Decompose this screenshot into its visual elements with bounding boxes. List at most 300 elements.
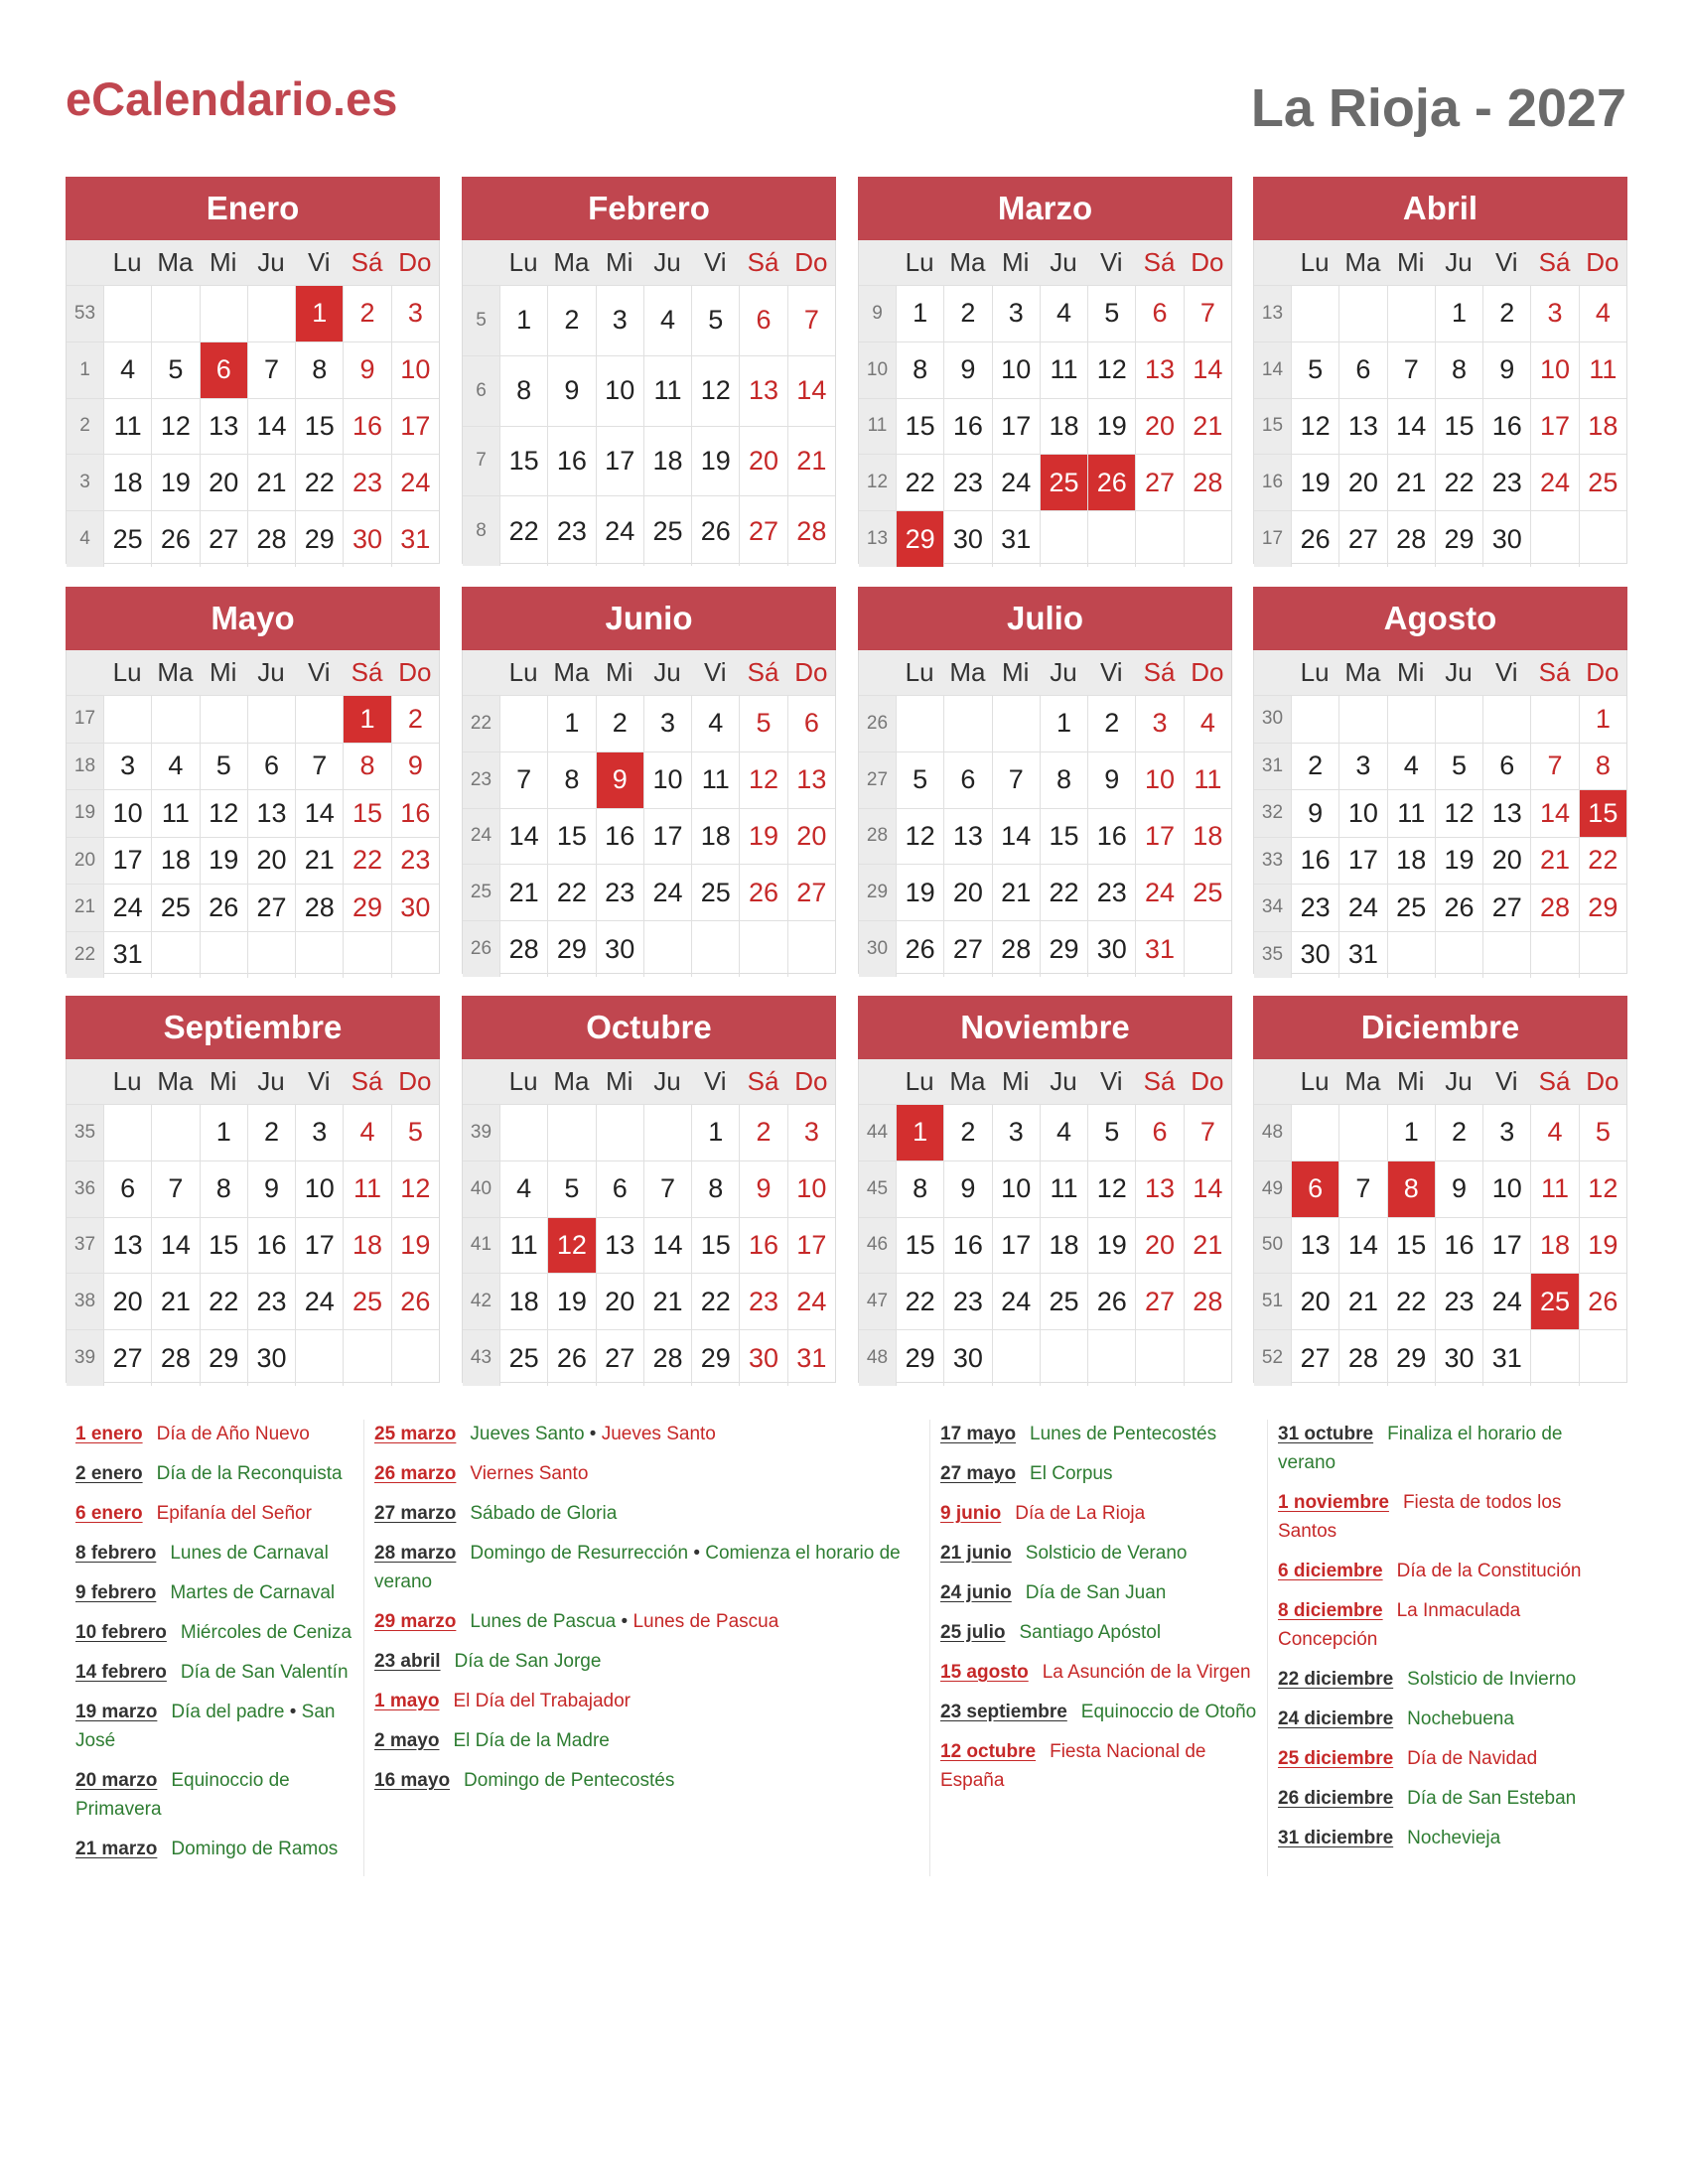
- day-cell[interactable]: 28: [643, 1330, 691, 1386]
- day-cell[interactable]: 23: [247, 1274, 295, 1329]
- day-cell[interactable]: 16: [1482, 399, 1530, 455]
- day-cell[interactable]: 26: [1579, 1274, 1626, 1329]
- day-cell[interactable]: 11: [1579, 342, 1626, 398]
- day-cell[interactable]: 13: [103, 1218, 151, 1274]
- legend-date[interactable]: 22 diciembre: [1278, 1669, 1394, 1690]
- day-cell[interactable]: 2: [596, 696, 643, 751]
- day-cell[interactable]: 1: [896, 1105, 943, 1160]
- day-cell[interactable]: 20: [247, 838, 295, 885]
- day-cell[interactable]: 31: [391, 511, 439, 567]
- day-cell[interactable]: 2: [247, 1105, 295, 1160]
- day-cell[interactable]: 19: [896, 865, 943, 920]
- day-cell[interactable]: 23: [1435, 1274, 1482, 1329]
- day-cell[interactable]: 29: [1579, 885, 1626, 931]
- day-cell[interactable]: 3: [103, 744, 151, 790]
- day-cell[interactable]: 13: [1135, 1161, 1183, 1217]
- day-cell[interactable]: 9: [1291, 790, 1338, 837]
- day-cell[interactable]: 24: [1530, 455, 1578, 510]
- day-cell[interactable]: 21: [247, 455, 295, 510]
- day-cell[interactable]: 1: [1579, 696, 1626, 743]
- day-cell[interactable]: 2: [547, 286, 595, 355]
- day-cell[interactable]: 20: [1338, 455, 1386, 510]
- day-cell[interactable]: 16: [739, 1218, 786, 1274]
- day-cell[interactable]: 28: [499, 921, 547, 977]
- day-cell[interactable]: 22: [1387, 1274, 1435, 1329]
- day-cell[interactable]: 4: [1530, 1105, 1578, 1160]
- day-cell[interactable]: 28: [992, 921, 1040, 977]
- day-cell[interactable]: 1: [1435, 286, 1482, 341]
- legend-date[interactable]: 20 marzo: [75, 1770, 158, 1791]
- day-cell[interactable]: 16: [1435, 1218, 1482, 1274]
- day-cell[interactable]: 27: [247, 885, 295, 931]
- day-cell[interactable]: 12: [1435, 790, 1482, 837]
- day-cell[interactable]: 4: [1579, 286, 1626, 341]
- day-cell[interactable]: 5: [391, 1105, 439, 1160]
- day-cell[interactable]: 13: [787, 752, 835, 808]
- day-cell[interactable]: 3: [1135, 696, 1183, 751]
- day-cell[interactable]: 8: [200, 1161, 247, 1217]
- day-cell[interactable]: 21: [295, 838, 343, 885]
- day-cell[interactable]: 10: [992, 342, 1040, 398]
- day-cell[interactable]: 19: [200, 838, 247, 885]
- day-cell[interactable]: 12: [1579, 1161, 1626, 1217]
- day-cell[interactable]: 13: [200, 399, 247, 455]
- day-cell[interactable]: 27: [103, 1330, 151, 1386]
- day-cell[interactable]: 6: [103, 1161, 151, 1217]
- day-cell[interactable]: 27: [200, 511, 247, 567]
- day-cell[interactable]: 30: [943, 511, 991, 567]
- day-cell[interactable]: 12: [1087, 342, 1135, 398]
- day-cell[interactable]: 21: [787, 427, 835, 496]
- day-cell[interactable]: 12: [151, 399, 199, 455]
- day-cell[interactable]: 30: [343, 511, 390, 567]
- day-cell[interactable]: 23: [943, 1274, 991, 1329]
- legend-date[interactable]: 23 septiembre: [940, 1702, 1067, 1722]
- legend-date[interactable]: 27 mayo: [940, 1463, 1017, 1484]
- day-cell[interactable]: 9: [1482, 342, 1530, 398]
- day-cell[interactable]: 2: [1482, 286, 1530, 341]
- day-cell[interactable]: 4: [151, 744, 199, 790]
- day-cell[interactable]: 2: [943, 1105, 991, 1160]
- day-cell[interactable]: 6: [1482, 744, 1530, 790]
- day-cell[interactable]: 3: [391, 286, 439, 341]
- day-cell[interactable]: 18: [1579, 399, 1626, 455]
- day-cell[interactable]: 23: [391, 838, 439, 885]
- day-cell[interactable]: 30: [1291, 932, 1338, 979]
- day-cell[interactable]: 5: [200, 744, 247, 790]
- day-cell[interactable]: 15: [499, 427, 547, 496]
- day-cell[interactable]: 16: [391, 790, 439, 837]
- day-cell[interactable]: 12: [200, 790, 247, 837]
- day-cell[interactable]: 25: [499, 1330, 547, 1386]
- day-cell[interactable]: 26: [1087, 1274, 1135, 1329]
- day-cell[interactable]: 21: [499, 865, 547, 920]
- day-cell[interactable]: 13: [1135, 342, 1183, 398]
- day-cell[interactable]: 18: [1530, 1218, 1578, 1274]
- legend-date[interactable]: 24 diciembre: [1278, 1708, 1394, 1729]
- day-cell[interactable]: 6: [943, 752, 991, 808]
- day-cell[interactable]: 26: [200, 885, 247, 931]
- day-cell[interactable]: 4: [691, 696, 739, 751]
- day-cell[interactable]: 17: [992, 399, 1040, 455]
- day-cell[interactable]: 22: [499, 496, 547, 566]
- legend-date[interactable]: 24 junio: [940, 1582, 1012, 1603]
- day-cell[interactable]: 6: [596, 1161, 643, 1217]
- day-cell[interactable]: 17: [1530, 399, 1578, 455]
- day-cell[interactable]: 30: [1435, 1330, 1482, 1386]
- legend-date[interactable]: 12 octubre: [940, 1741, 1037, 1762]
- day-cell[interactable]: 27: [787, 865, 835, 920]
- day-cell[interactable]: 7: [992, 752, 1040, 808]
- day-cell[interactable]: 23: [943, 455, 991, 510]
- legend-date[interactable]: 26 diciembre: [1278, 1788, 1394, 1809]
- day-cell[interactable]: 8: [499, 356, 547, 426]
- day-cell[interactable]: 31: [992, 511, 1040, 567]
- day-cell[interactable]: 7: [1184, 1105, 1231, 1160]
- day-cell[interactable]: 17: [295, 1218, 343, 1274]
- day-cell[interactable]: 5: [739, 696, 786, 751]
- day-cell[interactable]: 3: [787, 1105, 835, 1160]
- day-cell[interactable]: 16: [1087, 809, 1135, 865]
- day-cell[interactable]: 31: [787, 1330, 835, 1386]
- day-cell[interactable]: 22: [1040, 865, 1087, 920]
- day-cell[interactable]: 2: [943, 286, 991, 341]
- day-cell[interactable]: 5: [547, 1161, 595, 1217]
- legend-date[interactable]: 25 julio: [940, 1622, 1006, 1643]
- day-cell[interactable]: 10: [1482, 1161, 1530, 1217]
- day-cell[interactable]: 31: [103, 932, 151, 979]
- day-cell[interactable]: 31: [1482, 1330, 1530, 1386]
- day-cell[interactable]: 18: [103, 455, 151, 510]
- day-cell[interactable]: 14: [1387, 399, 1435, 455]
- day-cell[interactable]: 1: [499, 286, 547, 355]
- day-cell[interactable]: 16: [943, 1218, 991, 1274]
- day-cell[interactable]: 12: [691, 356, 739, 426]
- day-cell[interactable]: 19: [691, 427, 739, 496]
- legend-date[interactable]: 23 abril: [374, 1651, 441, 1672]
- day-cell[interactable]: 4: [343, 1105, 390, 1160]
- day-cell[interactable]: 11: [103, 399, 151, 455]
- day-cell[interactable]: 2: [391, 696, 439, 743]
- day-cell[interactable]: 20: [1291, 1274, 1338, 1329]
- day-cell[interactable]: 17: [1135, 809, 1183, 865]
- day-cell[interactable]: 15: [1387, 1218, 1435, 1274]
- day-cell[interactable]: 20: [943, 865, 991, 920]
- day-cell[interactable]: 15: [896, 1218, 943, 1274]
- day-cell[interactable]: 7: [1338, 1161, 1386, 1217]
- legend-date[interactable]: 21 marzo: [75, 1839, 158, 1859]
- day-cell[interactable]: 3: [596, 286, 643, 355]
- day-cell[interactable]: 26: [896, 921, 943, 977]
- day-cell[interactable]: 19: [1087, 1218, 1135, 1274]
- day-cell[interactable]: 10: [391, 342, 439, 398]
- day-cell[interactable]: 25: [151, 885, 199, 931]
- day-cell[interactable]: 17: [391, 399, 439, 455]
- day-cell[interactable]: 30: [596, 921, 643, 977]
- day-cell[interactable]: 27: [1135, 1274, 1183, 1329]
- day-cell[interactable]: 26: [151, 511, 199, 567]
- day-cell[interactable]: 4: [103, 342, 151, 398]
- day-cell[interactable]: 22: [1435, 455, 1482, 510]
- day-cell[interactable]: 14: [1184, 342, 1231, 398]
- day-cell[interactable]: 5: [1435, 744, 1482, 790]
- day-cell[interactable]: 25: [1040, 455, 1087, 510]
- day-cell[interactable]: 9: [943, 342, 991, 398]
- day-cell[interactable]: 22: [547, 865, 595, 920]
- day-cell[interactable]: 5: [1291, 342, 1338, 398]
- day-cell[interactable]: 1: [896, 286, 943, 341]
- day-cell[interactable]: 20: [787, 809, 835, 865]
- day-cell[interactable]: 11: [499, 1218, 547, 1274]
- day-cell[interactable]: 13: [1482, 790, 1530, 837]
- day-cell[interactable]: 29: [1040, 921, 1087, 977]
- day-cell[interactable]: 23: [547, 496, 595, 566]
- day-cell[interactable]: 9: [1435, 1161, 1482, 1217]
- legend-date[interactable]: 10 febrero: [75, 1622, 167, 1643]
- day-cell[interactable]: 21: [643, 1274, 691, 1329]
- day-cell[interactable]: 25: [343, 1274, 390, 1329]
- day-cell[interactable]: 24: [103, 885, 151, 931]
- day-cell[interactable]: 17: [787, 1218, 835, 1274]
- day-cell[interactable]: 6: [1338, 342, 1386, 398]
- day-cell[interactable]: 29: [691, 1330, 739, 1386]
- day-cell[interactable]: 27: [739, 496, 786, 566]
- day-cell[interactable]: 30: [943, 1330, 991, 1386]
- day-cell[interactable]: 21: [1530, 838, 1578, 885]
- day-cell[interactable]: 4: [499, 1161, 547, 1217]
- day-cell[interactable]: 11: [1184, 752, 1231, 808]
- day-cell[interactable]: 28: [295, 885, 343, 931]
- day-cell[interactable]: 26: [691, 496, 739, 566]
- day-cell[interactable]: 3: [992, 1105, 1040, 1160]
- day-cell[interactable]: 29: [896, 1330, 943, 1386]
- legend-date[interactable]: 1 noviembre: [1278, 1492, 1389, 1513]
- day-cell[interactable]: 13: [1338, 399, 1386, 455]
- day-cell[interactable]: 11: [1530, 1161, 1578, 1217]
- day-cell[interactable]: 30: [1482, 511, 1530, 567]
- day-cell[interactable]: 23: [1482, 455, 1530, 510]
- day-cell[interactable]: 20: [1482, 838, 1530, 885]
- day-cell[interactable]: 2: [1087, 696, 1135, 751]
- day-cell[interactable]: 3: [1530, 286, 1578, 341]
- day-cell[interactable]: 11: [151, 790, 199, 837]
- legend-date[interactable]: 6 diciembre: [1278, 1561, 1383, 1581]
- legend-date[interactable]: 1 mayo: [374, 1691, 440, 1711]
- day-cell[interactable]: 22: [200, 1274, 247, 1329]
- day-cell[interactable]: 13: [943, 809, 991, 865]
- day-cell[interactable]: 12: [896, 809, 943, 865]
- day-cell[interactable]: 8: [896, 342, 943, 398]
- day-cell[interactable]: 9: [391, 744, 439, 790]
- day-cell[interactable]: 17: [596, 427, 643, 496]
- day-cell[interactable]: 14: [295, 790, 343, 837]
- day-cell[interactable]: 29: [1387, 1330, 1435, 1386]
- day-cell[interactable]: 13: [739, 356, 786, 426]
- day-cell[interactable]: 11: [1040, 342, 1087, 398]
- day-cell[interactable]: 20: [1135, 399, 1183, 455]
- day-cell[interactable]: 6: [1135, 1105, 1183, 1160]
- day-cell[interactable]: 18: [691, 809, 739, 865]
- day-cell[interactable]: 19: [391, 1218, 439, 1274]
- day-cell[interactable]: 3: [643, 696, 691, 751]
- day-cell[interactable]: 11: [1387, 790, 1435, 837]
- day-cell[interactable]: 17: [1338, 838, 1386, 885]
- day-cell[interactable]: 7: [1387, 342, 1435, 398]
- day-cell[interactable]: 10: [787, 1161, 835, 1217]
- day-cell[interactable]: 10: [596, 356, 643, 426]
- legend-date[interactable]: 16 mayo: [374, 1770, 451, 1791]
- day-cell[interactable]: 19: [1435, 838, 1482, 885]
- day-cell[interactable]: 15: [295, 399, 343, 455]
- day-cell[interactable]: 5: [1087, 286, 1135, 341]
- day-cell[interactable]: 22: [1579, 838, 1626, 885]
- day-cell[interactable]: 19: [1579, 1218, 1626, 1274]
- day-cell[interactable]: 14: [787, 356, 835, 426]
- day-cell[interactable]: 14: [1338, 1218, 1386, 1274]
- day-cell[interactable]: 14: [499, 809, 547, 865]
- day-cell[interactable]: 25: [691, 865, 739, 920]
- day-cell[interactable]: 14: [643, 1218, 691, 1274]
- day-cell[interactable]: 3: [1338, 744, 1386, 790]
- day-cell[interactable]: 25: [103, 511, 151, 567]
- day-cell[interactable]: 9: [247, 1161, 295, 1217]
- day-cell[interactable]: 9: [343, 342, 390, 398]
- day-cell[interactable]: 16: [247, 1218, 295, 1274]
- legend-date[interactable]: 9 junio: [940, 1503, 1002, 1524]
- day-cell[interactable]: 20: [596, 1274, 643, 1329]
- day-cell[interactable]: 4: [1387, 744, 1435, 790]
- day-cell[interactable]: 7: [1530, 744, 1578, 790]
- legend-date[interactable]: 15 agosto: [940, 1662, 1029, 1683]
- day-cell[interactable]: 19: [739, 809, 786, 865]
- day-cell[interactable]: 8: [295, 342, 343, 398]
- day-cell[interactable]: 28: [1184, 1274, 1231, 1329]
- day-cell[interactable]: 19: [151, 455, 199, 510]
- day-cell[interactable]: 7: [643, 1161, 691, 1217]
- day-cell[interactable]: 7: [499, 752, 547, 808]
- day-cell[interactable]: 9: [739, 1161, 786, 1217]
- day-cell[interactable]: 27: [596, 1330, 643, 1386]
- day-cell[interactable]: 11: [691, 752, 739, 808]
- day-cell[interactable]: 18: [1040, 1218, 1087, 1274]
- day-cell[interactable]: 28: [247, 511, 295, 567]
- day-cell[interactable]: 22: [896, 1274, 943, 1329]
- day-cell[interactable]: 6: [787, 696, 835, 751]
- day-cell[interactable]: 15: [691, 1218, 739, 1274]
- legend-date[interactable]: 2 mayo: [374, 1730, 440, 1751]
- day-cell[interactable]: 13: [596, 1218, 643, 1274]
- day-cell[interactable]: 6: [247, 744, 295, 790]
- day-cell[interactable]: 24: [1135, 865, 1183, 920]
- day-cell[interactable]: 16: [1291, 838, 1338, 885]
- legend-date[interactable]: 31 diciembre: [1278, 1828, 1394, 1848]
- day-cell[interactable]: 24: [643, 865, 691, 920]
- day-cell[interactable]: 27: [1482, 885, 1530, 931]
- day-cell[interactable]: 6: [1135, 286, 1183, 341]
- day-cell[interactable]: 16: [343, 399, 390, 455]
- day-cell[interactable]: 23: [596, 865, 643, 920]
- day-cell[interactable]: 29: [896, 511, 943, 567]
- day-cell[interactable]: 8: [1040, 752, 1087, 808]
- day-cell[interactable]: 27: [943, 921, 991, 977]
- legend-date[interactable]: 19 marzo: [75, 1702, 158, 1722]
- day-cell[interactable]: 2: [739, 1105, 786, 1160]
- day-cell[interactable]: 11: [343, 1161, 390, 1217]
- day-cell[interactable]: 12: [1087, 1161, 1135, 1217]
- day-cell[interactable]: 1: [200, 1105, 247, 1160]
- day-cell[interactable]: 14: [247, 399, 295, 455]
- day-cell[interactable]: 23: [1291, 885, 1338, 931]
- day-cell[interactable]: 27: [1291, 1330, 1338, 1386]
- day-cell[interactable]: 23: [739, 1274, 786, 1329]
- day-cell[interactable]: 13: [247, 790, 295, 837]
- day-cell[interactable]: 7: [151, 1161, 199, 1217]
- day-cell[interactable]: 12: [1291, 399, 1338, 455]
- day-cell[interactable]: 23: [343, 455, 390, 510]
- day-cell[interactable]: 1: [295, 286, 343, 341]
- day-cell[interactable]: 5: [151, 342, 199, 398]
- day-cell[interactable]: 9: [547, 356, 595, 426]
- day-cell[interactable]: 6: [200, 342, 247, 398]
- day-cell[interactable]: 29: [200, 1330, 247, 1386]
- day-cell[interactable]: 7: [295, 744, 343, 790]
- day-cell[interactable]: 21: [151, 1274, 199, 1329]
- day-cell[interactable]: 21: [1184, 399, 1231, 455]
- day-cell[interactable]: 10: [643, 752, 691, 808]
- day-cell[interactable]: 20: [739, 427, 786, 496]
- day-cell[interactable]: 2: [343, 286, 390, 341]
- day-cell[interactable]: 23: [1087, 865, 1135, 920]
- day-cell[interactable]: 16: [547, 427, 595, 496]
- day-cell[interactable]: 22: [896, 455, 943, 510]
- day-cell[interactable]: 22: [295, 455, 343, 510]
- day-cell[interactable]: 15: [343, 790, 390, 837]
- day-cell[interactable]: 10: [992, 1161, 1040, 1217]
- day-cell[interactable]: 5: [896, 752, 943, 808]
- day-cell[interactable]: 17: [643, 809, 691, 865]
- day-cell[interactable]: 30: [1087, 921, 1135, 977]
- day-cell[interactable]: 9: [943, 1161, 991, 1217]
- day-cell[interactable]: 30: [739, 1330, 786, 1386]
- day-cell[interactable]: 31: [1135, 921, 1183, 977]
- day-cell[interactable]: 10: [295, 1161, 343, 1217]
- day-cell[interactable]: 29: [295, 511, 343, 567]
- day-cell[interactable]: 31: [1338, 932, 1386, 979]
- legend-date[interactable]: 6 enero: [75, 1503, 143, 1524]
- day-cell[interactable]: 8: [1435, 342, 1482, 398]
- legend-date[interactable]: 14 febrero: [75, 1662, 167, 1683]
- legend-date[interactable]: 26 marzo: [374, 1463, 457, 1484]
- day-cell[interactable]: 28: [1530, 885, 1578, 931]
- day-cell[interactable]: 7: [247, 342, 295, 398]
- legend-date[interactable]: 9 febrero: [75, 1582, 157, 1603]
- day-cell[interactable]: 18: [643, 427, 691, 496]
- day-cell[interactable]: 24: [992, 455, 1040, 510]
- day-cell[interactable]: 24: [596, 496, 643, 566]
- day-cell[interactable]: 12: [391, 1161, 439, 1217]
- day-cell[interactable]: 20: [200, 455, 247, 510]
- day-cell[interactable]: 20: [103, 1274, 151, 1329]
- day-cell[interactable]: 19: [547, 1274, 595, 1329]
- day-cell[interactable]: 11: [643, 356, 691, 426]
- day-cell[interactable]: 19: [1291, 455, 1338, 510]
- day-cell[interactable]: 14: [1184, 1161, 1231, 1217]
- day-cell[interactable]: 18: [1040, 399, 1087, 455]
- day-cell[interactable]: 24: [295, 1274, 343, 1329]
- legend-date[interactable]: 25 marzo: [374, 1424, 457, 1444]
- day-cell[interactable]: 10: [1338, 790, 1386, 837]
- day-cell[interactable]: 25: [1040, 1274, 1087, 1329]
